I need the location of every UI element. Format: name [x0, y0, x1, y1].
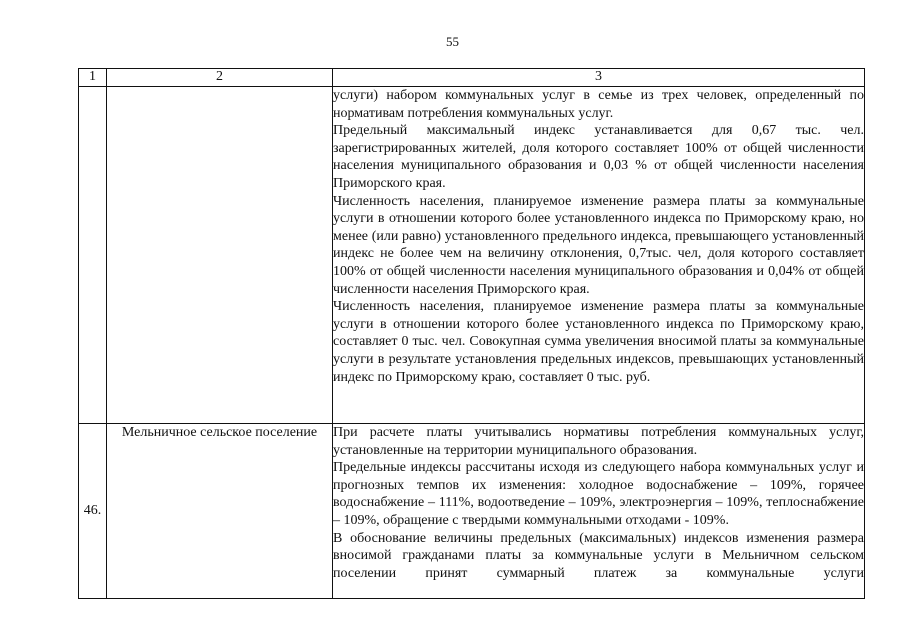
description-paragraph: Численность населения, планируемое изменение размера платы за коммунальные услуги в отношении которого более установленного индекса по Приморскому краю, составляет 0 тыс. чел. Совокупная сумма увеличения вносимой платы за коммунальные услуги в результате установления предельных индексов, превышающих установленный индекс по Приморскому краю, составляет 0 тыс. руб.	[333, 299, 864, 385]
table-header-row	[79, 69, 865, 87]
description-paragraph: услуги) набором коммунальных услуг в семье из трех человек, определенный по нормативам потребления коммунальных услуг.	[333, 88, 864, 121]
description-paragraph: В обоснование величины предельных (максимальных) индексов изменения размера вносимой гражданами платы за коммунальные услуги в Мельничном сельском поселении принят суммарный платеж за коммунальные услуги	[333, 530, 864, 581]
description-paragraph: Численность населения, планируемое изменение размера платы за коммунальные услуги в отношении которого более установленного индекса по Приморскому краю, но менее (или равно) установленного предельного индекса, превышающего установленный индекс не более чем на величину отклонения, 0,7тыс. чел, доля которого составляет 100% от общей численности населения муниципального образования и 0,04% от общей численности населения Приморского края.	[333, 193, 864, 297]
row-number-cell: 46.	[79, 424, 107, 599]
page-number: 55	[446, 34, 459, 49]
description-cell	[333, 424, 865, 599]
table-row-continued	[79, 87, 865, 424]
description-paragraph: Предельные индексы рассчитаны исходя из следующего набора коммунальных услуг и прогнозных темпов их изменения: холодное водоснабжение – 109%, горячее водоснабжение – 111%, водоотведение – 109%, электроэнергия – 109%, теплоснабжение – 109%, обращение с твердыми коммунальными отходами - 109%.	[333, 460, 864, 528]
description-paragraph: При расчете платы учитывались нормативы потребления коммунальных услуг, установленные на территории муниципального образования.	[333, 425, 864, 458]
header-col-2: 2	[107, 69, 333, 87]
table-row-46	[79, 424, 865, 599]
header-col-3: 3	[333, 69, 865, 87]
description-paragraph: Предельный максимальный индекс устанавливается для 0,67 тыс. чел. зарегистрированных жителей, доля которого составляет 100% от общей численности населения муниципального образования и 0,03 % от общей численности населения Приморского края.	[333, 123, 864, 191]
description-cell	[333, 87, 865, 424]
header-col-1: 1	[79, 69, 107, 87]
municipality-name-cell: Мельничное сельское поселение	[107, 424, 333, 599]
row-number-cell	[79, 87, 107, 424]
indices-table	[78, 68, 865, 599]
municipality-name-cell	[107, 87, 333, 424]
